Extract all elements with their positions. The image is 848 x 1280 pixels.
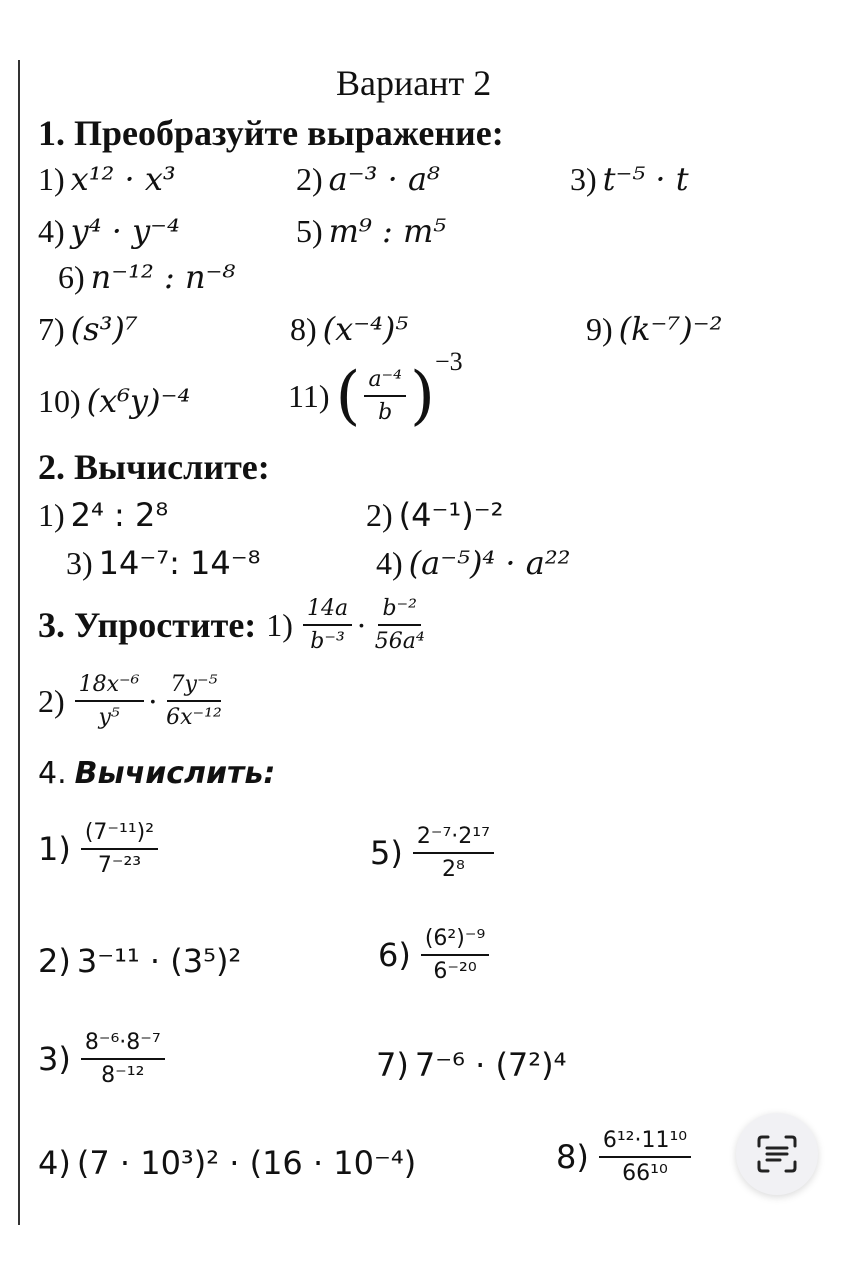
item-label: 1) (38, 496, 65, 533)
dot-operator: · (147, 682, 159, 719)
fraction (421, 926, 489, 984)
s4-item-1 (38, 820, 162, 878)
item-label: 5) (296, 212, 323, 249)
fraction-denominator: 66¹⁰ (622, 1161, 668, 1186)
fraction-denominator: 6x⁻¹² (166, 705, 222, 730)
s2-item-4 (376, 544, 571, 582)
fraction (371, 596, 429, 654)
item-expression: (4⁻¹)⁻² (398, 496, 504, 534)
item-label: 11) (288, 377, 330, 414)
s1-item-9 (586, 310, 722, 348)
item-label: 2) (296, 160, 323, 197)
left-paren: ( (335, 359, 361, 433)
fraction-denominator: 7⁻²³ (97, 853, 142, 878)
item-expression: (s³)⁷ (70, 310, 138, 348)
s1-item-10 (38, 382, 190, 420)
s4-item-4 (38, 1144, 416, 1182)
item-label: 10) (38, 382, 81, 419)
item-label: 5) (370, 834, 403, 872)
s1-item-6 (58, 258, 235, 296)
section4-title: Вычислить: (74, 756, 276, 791)
section4-number: 4. (38, 756, 67, 791)
item-label: 6) (58, 258, 85, 295)
s1-item-8 (290, 310, 408, 348)
item-label: 3) (570, 160, 597, 197)
fraction-denominator: 8⁻¹² (101, 1063, 145, 1088)
item-label: 2) (38, 942, 71, 980)
s2-item-1 (38, 496, 168, 534)
s4-item-2 (38, 942, 241, 980)
variant-title: Вариант 2 (336, 63, 492, 103)
fraction (81, 820, 158, 878)
fraction-numerator: 8⁻⁶·8⁻⁷ (81, 1030, 165, 1060)
s1-item-11 (288, 347, 463, 433)
fraction-denominator: b⁻³ (310, 629, 345, 654)
fraction (75, 672, 144, 730)
s1-item-5 (296, 212, 446, 250)
item-expression: 3⁻¹¹ · (3⁵)² (76, 942, 242, 980)
item-label: 4) (38, 1144, 71, 1182)
fraction-numerator: 18x⁻⁶ (75, 672, 144, 702)
section4-heading (38, 756, 275, 791)
item-label: 3) (38, 1040, 71, 1078)
s4-item-5 (370, 824, 498, 882)
item-expression: (x⁻⁴)⁵ (322, 310, 409, 348)
fraction (364, 367, 406, 425)
s3-item-1 (38, 596, 433, 654)
item-expression: t⁻⁵ · t (602, 160, 689, 198)
s1-item-2 (296, 160, 440, 198)
item-expression: (7 · 10³)² · (16 · 10⁻⁴) (76, 1144, 417, 1182)
item-label: 4) (376, 544, 403, 581)
item-expression: (x⁶y)⁻⁴ (86, 382, 191, 420)
item-label: 7) (376, 1046, 409, 1084)
item-expression: 14⁻⁷: 14⁻⁸ (98, 544, 261, 582)
s4-item-6 (378, 926, 493, 984)
item-expression: 7⁻⁶ · (7²)⁴ (414, 1046, 567, 1084)
item-label: 7) (38, 310, 65, 347)
item-label: 2) (38, 682, 65, 719)
dot-operator: · (356, 606, 367, 643)
fraction-numerator: 7y⁻⁵ (167, 672, 222, 702)
fraction-denominator: 56a⁴ (374, 629, 425, 654)
fraction (413, 824, 494, 882)
s1-item-4 (38, 212, 180, 250)
section3-heading: 3. Упростите: (38, 605, 257, 645)
s2-item-2 (366, 496, 503, 534)
s1-item-1 (38, 160, 176, 198)
fraction-denominator: 2⁸ (441, 857, 465, 882)
fraction-denominator: 6⁻²⁰ (433, 959, 477, 984)
item-label: 9) (586, 310, 613, 347)
item-expression: (k⁻⁷)⁻² (618, 310, 723, 348)
item-expression: x¹² · x³ (70, 160, 176, 198)
item-label: 4) (38, 212, 65, 249)
item-expression: 2⁴ : 2⁸ (70, 496, 169, 534)
fraction-numerator: (7⁻¹¹)² (81, 820, 158, 850)
item-label: 1) (266, 606, 293, 643)
item-label: 8) (556, 1138, 589, 1176)
item-expression: a⁻³ · a⁸ (328, 160, 440, 198)
item-label: 8) (290, 310, 317, 347)
text-scan-icon (755, 1134, 799, 1174)
fraction (303, 596, 352, 654)
s4-item-8 (556, 1128, 695, 1186)
item-expression: (a⁻⁵)⁴ · a²² (408, 544, 571, 582)
item-label: 3) (66, 544, 93, 581)
fraction (81, 1030, 165, 1088)
fraction-numerator: 6¹²·11¹⁰ (599, 1128, 691, 1158)
item-expression: y⁴ · y⁻⁴ (70, 212, 180, 250)
fraction-numerator: 2⁻⁷·2¹⁷ (413, 824, 494, 854)
s4-item-3 (38, 1030, 169, 1088)
s1-item-3 (570, 160, 689, 198)
section2-heading: 2. Вычислите: (38, 447, 270, 487)
fraction-denominator: y⁵ (98, 705, 120, 730)
right-paren: ) (410, 359, 435, 433)
item-label: 6) (378, 936, 411, 974)
section1-heading: 1. Преобразуйте выражение: (38, 113, 504, 153)
item-label: 1) (38, 830, 71, 868)
margin-line (18, 60, 20, 1225)
exponent: −3 (434, 347, 463, 376)
fraction-numerator: (6²)⁻⁹ (421, 926, 489, 956)
fraction-denominator: b (378, 400, 393, 425)
item-expression: n⁻¹² : n⁻⁸ (90, 258, 236, 296)
fraction-numerator: b⁻² (378, 596, 421, 626)
s4-item-7 (376, 1046, 566, 1084)
fraction (162, 672, 226, 730)
s3-item-2 (38, 672, 230, 730)
text-scan-button[interactable] (736, 1113, 818, 1195)
item-label: 1) (38, 160, 65, 197)
s2-item-3 (66, 544, 260, 582)
fraction (599, 1128, 691, 1186)
item-label: 2) (366, 496, 393, 533)
fraction-numerator: a⁻⁴ (364, 367, 406, 397)
s1-item-7 (38, 310, 138, 348)
fraction-numerator: 14a (303, 596, 352, 626)
item-expression: m⁹ : m⁵ (328, 212, 447, 250)
